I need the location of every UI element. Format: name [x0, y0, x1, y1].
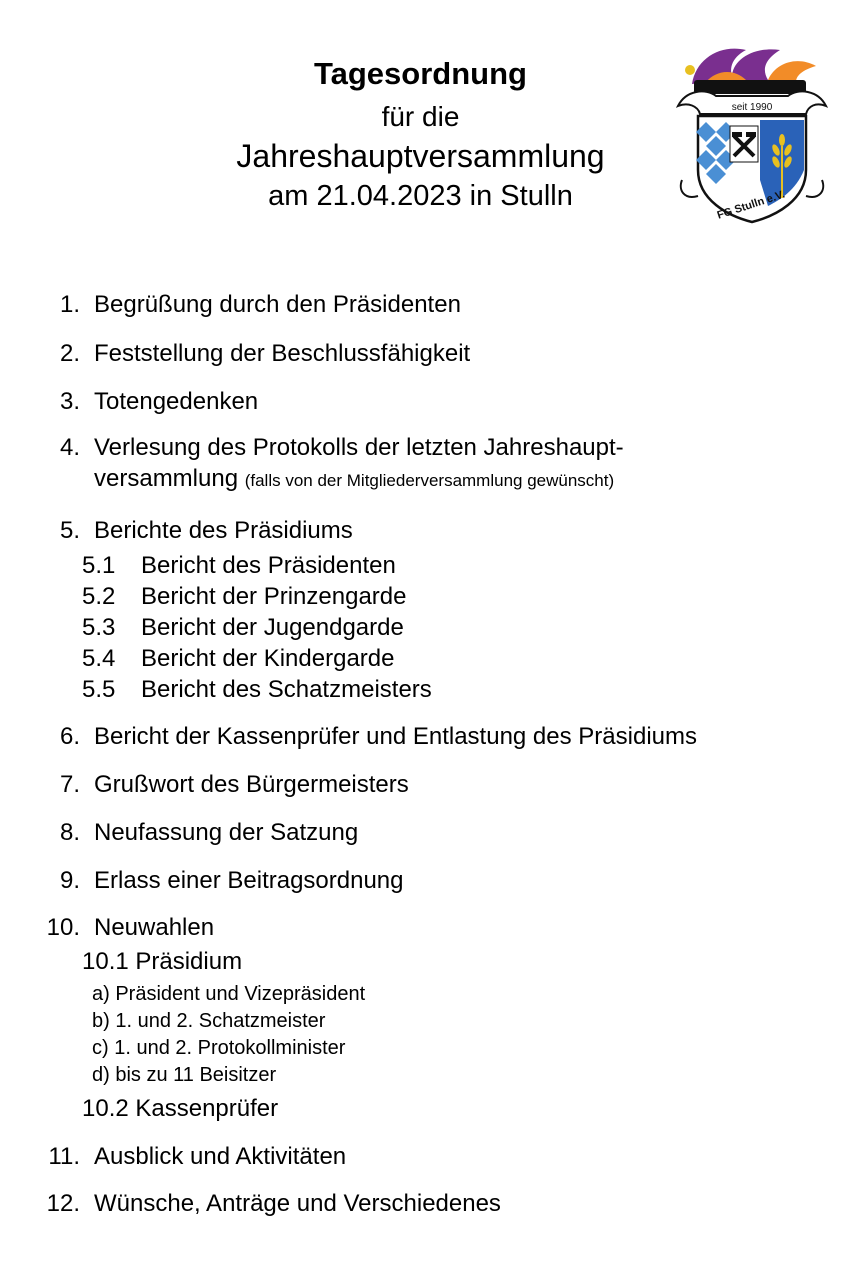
sub-item-5-4: [0, 645, 861, 675]
agenda-text: Totengedenken: [94, 388, 259, 415]
sub-text: Bericht der Prinzengarde: [141, 583, 407, 610]
sub-num: 5.3: [82, 614, 116, 641]
sub-text: Bericht des Präsidenten: [141, 552, 396, 579]
agenda-item-1: [0, 291, 861, 321]
agenda-text: Feststellung der Beschlussfähigkeit: [94, 340, 471, 367]
agenda-text-continued: [94, 465, 614, 493]
agenda-num: 5.: [59, 517, 80, 544]
agenda-item-3: [0, 388, 861, 418]
agenda-text: Bericht der Kassenprüfer und Entlastung des Präsidiums: [94, 723, 697, 750]
agenda-item-2: [0, 340, 861, 370]
letter-item-d: d) bis zu 11 Beisitzer: [92, 1064, 277, 1086]
agenda-item-7: [0, 771, 861, 801]
sub-item-5-1: [0, 552, 861, 582]
agenda-num: 7.: [59, 771, 80, 798]
agenda-num: 1.: [59, 291, 80, 318]
agenda-text: Erlass einer Beitragsordnung: [94, 867, 404, 894]
agenda-note: (falls von der Mitgliederversammlung gewünscht): [244, 471, 615, 490]
sub-item-10-1: [0, 948, 861, 978]
subtitle-line-2: für die: [381, 101, 460, 132]
sub-item-10-2: [0, 1095, 861, 1125]
agenda-text: Grußwort des Bürgermeisters: [94, 771, 409, 798]
agenda-text: Neuwahlen: [94, 914, 215, 941]
letter-item-c: c) 1. und 2. Protokollminister: [92, 1037, 346, 1059]
agenda-item-10: [0, 914, 861, 944]
agenda-item-6: [0, 723, 861, 753]
sub-num: 5.1: [82, 552, 116, 579]
agenda-text: Neufassung der Satzung: [94, 819, 359, 846]
agenda-item-11: [0, 1143, 861, 1173]
agenda-num: 9.: [59, 867, 80, 894]
agenda-item-8: [0, 819, 861, 849]
agenda-item-4: [0, 434, 861, 494]
agenda-item-5: [0, 517, 861, 547]
club-crest-logo: [676, 40, 828, 230]
sub-text: Bericht des Schatzmeisters: [141, 676, 432, 703]
agenda-num: 2.: [59, 340, 80, 367]
subtitle-date-location: am 21.04.2023 in Stulln: [268, 180, 573, 212]
agenda-text: Begrüßung durch den Präsidenten: [94, 291, 461, 318]
sub-text: Bericht der Kindergarde: [141, 645, 395, 672]
sub-item-5-3: [0, 614, 861, 644]
letter-item-b: b) 1. und 2. Schatzmeister: [92, 1010, 326, 1032]
agenda-text-2: versammlung: [94, 465, 239, 492]
agenda-text: Ausblick und Aktivitäten: [94, 1143, 347, 1170]
agenda-num: 6.: [59, 723, 80, 750]
crest-club-text: FG Stulln e.V.: [715, 188, 787, 222]
agenda-text: Verlesung des Protokolls der letzten Jahreshaupt-: [94, 434, 624, 461]
agenda-num: 12.: [46, 1190, 80, 1217]
letter-item-a: a) Präsident und Vizepräsident: [92, 983, 366, 1005]
sub-heading: 10.1 Präsidium: [82, 948, 243, 975]
crest-year-text: seit 1990: [731, 102, 773, 113]
agenda-item-12: [0, 1190, 861, 1220]
sub-num: 5.2: [82, 583, 116, 610]
page-title: Tagesordnung: [314, 56, 527, 91]
sub-item-5-5: [0, 676, 861, 706]
agenda-num: 11.: [48, 1143, 80, 1170]
subtitle-line-3: Jahreshauptversammlung: [236, 138, 605, 174]
sub-item-5-2: [0, 583, 861, 613]
agenda-num: 3.: [59, 388, 80, 415]
sub-text: Bericht der Jugendgarde: [141, 614, 404, 641]
agenda-text: Berichte des Präsidiums: [94, 517, 353, 544]
agenda-num: 10.: [46, 914, 80, 941]
agenda-text: Wünsche, Anträge und Verschiedenes: [94, 1190, 501, 1217]
agenda-num: 8.: [59, 819, 80, 846]
agenda-item-9: [0, 867, 861, 897]
sub-heading: 10.2 Kassenprüfer: [82, 1095, 279, 1122]
sub-num: 5.5: [82, 676, 116, 703]
agenda-num: 4.: [59, 434, 80, 461]
sub-num: 5.4: [82, 645, 116, 672]
